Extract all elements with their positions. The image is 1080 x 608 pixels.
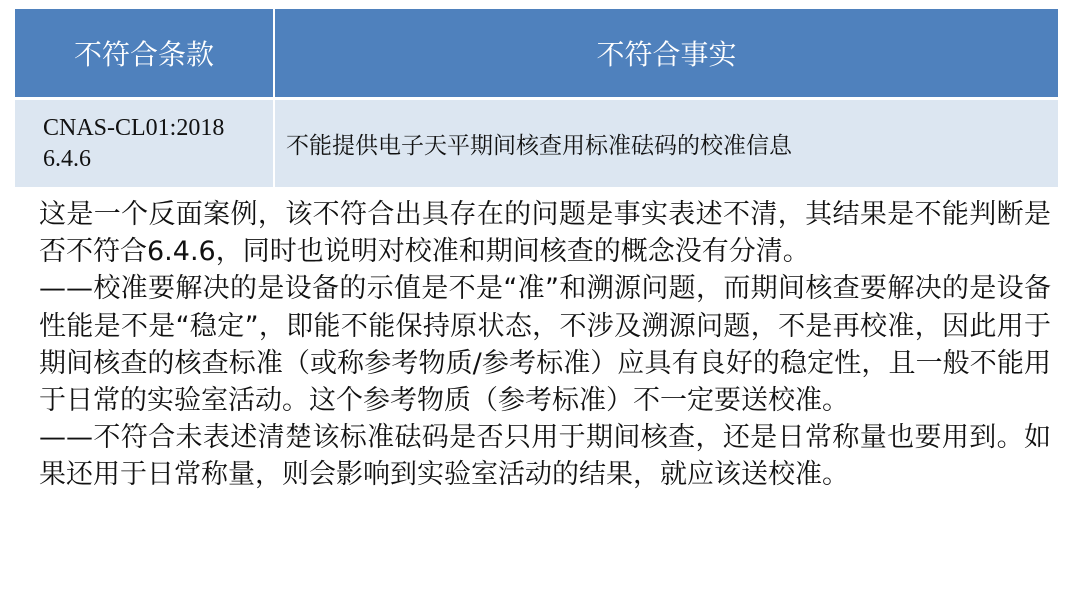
nonconformity-table [15,9,1058,187]
clause-number: 6.4.6 [43,145,91,172]
table-header-row [15,9,1058,99]
fact-cell: 不能提供电子天平期间核查用标准砝码的校准信息 [274,99,1058,188]
clause-cell [15,99,274,188]
header-fact: 不符合事实 [274,9,1058,99]
header-clause: 不符合条款 [15,9,274,99]
table-row [15,99,1058,188]
clause-standard: CNAS-CL01:2018 [43,114,225,141]
explanation-text [39,196,1051,494]
paragraph-summary: 这是一个反面案例，该不符合出具存在的问题是事实表述不清，其结果是不能判断是否不符合6.4.6，同时也说明对校准和期间核查的概念没有分清。 [39,199,1051,268]
paragraph-unclear-usage: ——不符合未表述清楚该标准砝码是否只用于期间核查，还是日常称量也要用到。如果还用于日常称量，则会影响到实验室活动的结果，就应该送校准。 [39,422,1051,491]
paragraph-calibration-vs-check: ——校准要解决的是设备的示值是不是“准”和溯源问题，而期间核查要解决的是设备性能是不是“稳定”，即能不能保持原状态，不涉及溯源问题，不是再校准，因此用于期间核查的核查标准（或称参考物质/参考标准）应具有良好的稳定性，且一般不能用于日常的实验室活动。这个参考物质（参考标准）不一定要送校准。 [39,273,1051,417]
